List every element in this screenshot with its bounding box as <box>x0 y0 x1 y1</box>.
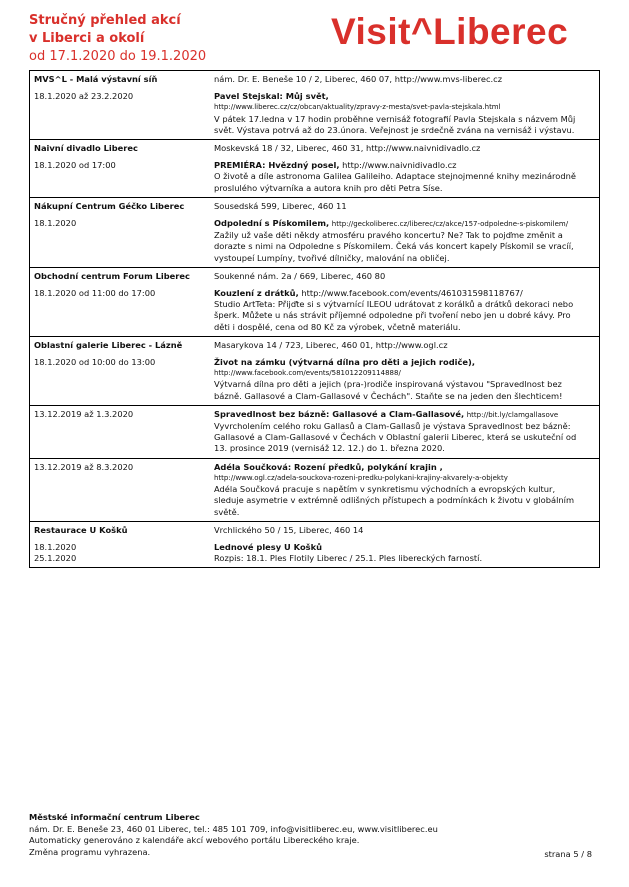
event-link[interactable]: http://www.facebook.com/events/461031598118767/ <box>301 288 523 299</box>
event-desc: bázně. Gallasové a Clam-Gallasové v Čechách". Staňte se na jeden den šlechticem! <box>214 390 563 401</box>
venue-name: Naivní divadlo Liberec <box>34 143 138 154</box>
event-link[interactable]: http://www.ogl.cz/adela-souckova-rozeni-predku-polykani-krajiny-akvarely-a-objekty <box>214 473 508 482</box>
event-link[interactable]: http://geckoliberec.cz/liberec/cz/akce/157-odpoledne-s-piskomilem/ <box>331 220 569 229</box>
event-date: 18.1.2020 až 23.2.2020 <box>34 91 134 102</box>
event-title: Lednové plesy U Košků <box>214 541 323 552</box>
venue-block <box>30 336 599 405</box>
event-desc: dorazte s nimi na Odpoledne s Pískomilem. Čeká vás koncert kapely Pískomil se vracíí, <box>214 241 574 252</box>
event-desc: proslulého výtvarníka a autora knih pro děti Petra Síse. <box>214 182 443 193</box>
event-desc: Gallasové a Clam-Gallasové v Čechách v Oblastní galerii Liberec, která se uskuteční od <box>214 432 577 443</box>
event-desc: sleduje asymetrie v extrémně odlišných přístupech a podmínkách k životu v globálním <box>214 495 575 506</box>
event-link[interactable]: http://bit.ly/clamgallasove <box>466 410 559 419</box>
venue-address: Vrchlického 50 / 15, Liberec, 460 14 <box>214 524 364 535</box>
date-range: od 17.1.2020 do 19.1.2020 <box>29 49 207 64</box>
venue-address: Sousedská 599, Liberec, 460 11 <box>214 200 347 211</box>
event-title: Adéla Součková: Rození předků, polykání krajin , <box>214 461 443 472</box>
venue-name: Oblastní galerie Liberec - Lázně <box>34 339 183 350</box>
event-title: Pavel Stejskal: Můj svět, <box>214 91 329 102</box>
footer-note: Změna programu vyhrazena. <box>29 846 151 857</box>
event-date: 18.1.2020 <box>34 218 77 229</box>
title-line-2: v Liberci a okolí <box>29 31 145 46</box>
event-title: Odpolední s Pískomilem, <box>214 218 330 229</box>
event-date: 13.12.2019 až 1.3.2020 <box>34 408 134 419</box>
event-link[interactable]: http://www.liberec.cz/cz/obcan/aktuality/zpravy-z-mesta/svet-pavla-stejskala.html <box>214 103 501 112</box>
event-desc: O životě a díle astronoma Galilea Galileiho. Adaptace stejnojmenné knihy mezinárodně <box>214 171 576 182</box>
event-date: 18.1.2020 <box>34 541 77 552</box>
venue-name: MVS^L - Malá výstavní síň <box>34 74 158 84</box>
venue-block <box>30 267 599 336</box>
venue-block <box>30 197 599 267</box>
event-desc: Vyvrcholením celého roku Gallasů a Clam-Gallasů je výstava Spravedlnost bez bázně: <box>214 421 571 432</box>
event-date: 18.1.2020 od 11:00 do 17:00 <box>34 288 156 299</box>
event-date-2: 25.1.2020 <box>34 553 77 564</box>
footer-org: Městské informační centrum Liberec <box>29 812 200 822</box>
event-link[interactable]: http://www.facebook.com/events/581012209114888/ <box>214 369 401 378</box>
event-desc: svět. Výstava potrvá až do 23.února. Veřejnost je srdečně zvána na vernisáž i výstavu. <box>214 124 575 135</box>
venue-address: Soukenné nám. 2a / 669, Liberec, 460 80 <box>214 270 386 281</box>
event-title: Kouzlení z drátků, <box>214 288 299 299</box>
event-title: Život na zámku (výtvarná dílna pro děti a jejich rodiče), <box>214 357 475 368</box>
footer-contact: nám. Dr. E. Beneše 23, 460 01 Liberec, tel.: 485 101 709, info@visitliberec.eu, www.visitliberec.eu <box>29 823 438 834</box>
venue-block <box>30 521 599 568</box>
venue-address: Masarykova 14 / 723, Liberec, 460 01, http://www.ogl.cz <box>214 339 448 350</box>
venue-address: Moskevská 18 / 32, Liberec, 460 31, http://www.naivnidivadlo.cz <box>214 143 481 154</box>
venue-block <box>30 71 599 139</box>
event-date: 13.12.2019 až 8.3.2020 <box>34 461 134 472</box>
footer-note: Automaticky generováno z kalendáře akcí webového portálu Libereckého kraje. <box>29 835 360 845</box>
event-date: 18.1.2020 od 17:00 <box>34 160 116 171</box>
event-date: 18.1.2020 od 10:00 do 13:00 <box>34 357 156 368</box>
venue-name: Restaurace U Košků <box>34 524 128 535</box>
venue-address: nám. Dr. E. Beneše 10 / 2, Liberec, 460 07, http://www.mvs-liberec.cz <box>214 74 503 84</box>
event-link[interactable]: http://www.naivnidivadlo.cz <box>342 160 457 171</box>
event-desc: vystoupeí Lumpíny, tvořivé dílničky, malování na obličej. <box>214 252 450 263</box>
event-desc: Adéla Součková pracuje s napětím v synkretismu východních a evropských kultur, <box>214 484 556 495</box>
event-block <box>30 458 599 521</box>
page-number: strana 5 / 8 <box>544 849 592 859</box>
event-desc: děti i dospělé, cena od 80 Kč za výrobek, včetně materiálu. <box>214 321 461 332</box>
event-desc: V pátek 17.ledna v 17 hodin proběhne vernisáž fotografií Pavla Stejskala s názvem Můj <box>214 113 576 124</box>
events-table <box>29 70 600 568</box>
event-desc: Výtvarná dílna pro děti a jejich (pra-)rodiče inspirovaná výstavou "Spravedlnost bez <box>214 379 562 390</box>
event-title: PREMIÉRA: Hvězdný posel, <box>214 160 340 171</box>
event-desc: světě. <box>214 506 240 517</box>
footer <box>29 812 600 858</box>
venue-name: Nákupní Centrum Géčko Liberec <box>34 200 185 211</box>
event-block <box>30 405 599 458</box>
venue-block <box>30 139 599 197</box>
venue-name: Obchodní centrum Forum Liberec <box>34 270 190 281</box>
event-desc: Rozpis: 18.1. Ples Flotily Liberec / 25.1. Ples libereckých farností. <box>214 553 483 564</box>
event-desc: 13. prosince 2019 (vernisáž 12. 12.) do 1. března 2020. <box>214 443 445 454</box>
report-title <box>29 12 206 66</box>
event-desc: šperk. Můžete u nás strávit příjemné odpoledne při tvoření nebo jen u dobré kávy. Pro <box>214 310 571 321</box>
event-desc: Zažily už vaše děti někdy atmosféru pravého koncertu? Ne? Tak to pojďme změnit a <box>214 230 563 241</box>
event-desc: Studio ArtTeta: Přijďte si s výtvarnící ILEOU udrátovat z korálků a drátků dekoraci nebo <box>214 299 574 310</box>
visitliberec-logo: Visit^Liberec <box>331 11 569 52</box>
title-line-1: Stručný přehled akcí <box>29 13 181 28</box>
event-title: Spravedlnost bez bázně: Gallasové a Clam-Gallasové, <box>214 408 465 419</box>
